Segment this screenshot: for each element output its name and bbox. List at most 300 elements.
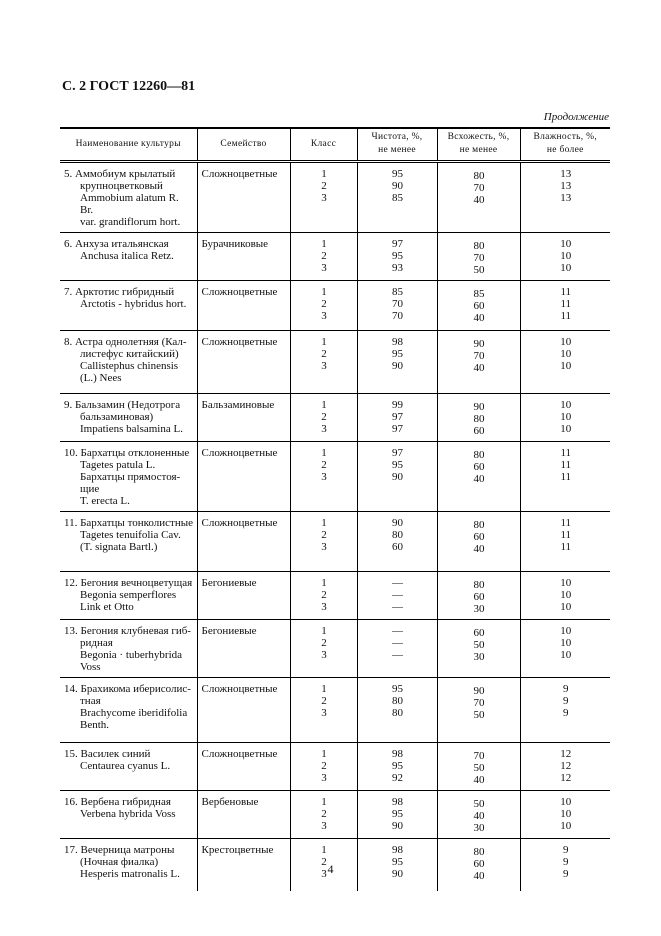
germination-cell xyxy=(437,571,520,619)
table-row xyxy=(60,511,610,571)
moisture-value: 10 xyxy=(560,335,572,348)
purity-value: 95 xyxy=(392,807,403,820)
class-cell xyxy=(290,619,357,677)
moisture-value: 10 xyxy=(560,347,572,360)
germination-cell xyxy=(437,619,520,677)
moisture-value: 10 xyxy=(560,807,572,820)
crop-name-line: Callistephus chinensis xyxy=(80,359,179,372)
purity-value: 95 xyxy=(392,167,403,180)
header-text: не более xyxy=(546,145,584,156)
purity-value: — xyxy=(392,648,403,661)
crop-name-line: 5. Аммобиум крылатый xyxy=(64,167,176,180)
class-value: 1 xyxy=(321,682,327,695)
purity-value: 70 xyxy=(392,309,403,322)
crop-name-cell xyxy=(60,441,197,511)
moisture-value: 11 xyxy=(560,516,572,529)
table-body xyxy=(60,161,610,891)
purity-value: 98 xyxy=(392,795,403,808)
crop-name-line: Begonia semperflores xyxy=(80,588,177,601)
purity-value: 90 xyxy=(392,359,403,372)
purity-value: 98 xyxy=(392,335,403,348)
crop-name-line: крупноцветковый xyxy=(80,179,163,192)
germination-value: 60 xyxy=(473,857,485,870)
class-value: 2 xyxy=(321,528,327,541)
family-cell: Бегониевые xyxy=(197,571,290,619)
germination-value: 50 xyxy=(473,263,485,276)
family-cell: Сложноцветные xyxy=(197,330,290,393)
moisture-cell xyxy=(520,677,610,742)
purity-value: 80 xyxy=(392,694,403,707)
moisture-value: 10 xyxy=(560,398,572,411)
purity-value: 90 xyxy=(392,819,403,832)
purity-value: — xyxy=(392,576,403,589)
germination-value: 40 xyxy=(473,773,485,786)
crop-name-line: щие xyxy=(80,482,100,495)
table-row xyxy=(60,790,610,838)
germination-value: 80 xyxy=(473,239,485,252)
crop-name-cell xyxy=(60,619,197,677)
purity-value: 95 xyxy=(392,458,403,471)
germination-value: 90 xyxy=(473,400,485,413)
crop-name-cell xyxy=(60,511,197,571)
germination-value: 50 xyxy=(473,638,485,651)
table-row xyxy=(60,393,610,441)
germination-cell xyxy=(437,330,520,393)
purity-value: 99 xyxy=(392,398,403,411)
purity-value: 97 xyxy=(392,237,403,250)
purity-value: 95 xyxy=(392,855,403,868)
moisture-cell xyxy=(520,280,610,330)
germination-value: 60 xyxy=(473,424,485,437)
purity-value: 95 xyxy=(392,347,403,360)
crop-name-line: ридная xyxy=(80,636,113,649)
crop-name-line: Tagetes patula L. xyxy=(80,458,156,471)
purity-value: 98 xyxy=(392,747,403,760)
moisture-value: 9 xyxy=(563,682,569,695)
moisture-value: 9 xyxy=(563,706,569,719)
header-text: Всхожесть, %, xyxy=(447,132,510,143)
family-cell: Сложноцветные xyxy=(197,280,290,330)
family-cell: Сложноцветные xyxy=(197,677,290,742)
crop-name-line: Link et Otto xyxy=(80,600,134,613)
table-row xyxy=(60,619,610,677)
seed-quality-table xyxy=(60,127,610,891)
family-cell: Бурачниковые xyxy=(197,232,290,280)
moisture-value: 13 xyxy=(560,191,572,204)
germination-value: 30 xyxy=(473,821,485,834)
germination-cell xyxy=(437,441,520,511)
class-value: 2 xyxy=(321,855,327,868)
class-value: 2 xyxy=(321,297,327,310)
purity-cell xyxy=(357,677,437,742)
germination-value: 85 xyxy=(473,287,485,300)
germination-value: 90 xyxy=(473,337,485,350)
class-value: 1 xyxy=(321,398,327,411)
germination-value: 80 xyxy=(473,448,485,461)
germination-value: 60 xyxy=(473,590,485,603)
moisture-value: 11 xyxy=(560,446,572,459)
germination-value: 50 xyxy=(473,761,485,774)
crop-name-line: (L.) Nees xyxy=(80,371,122,384)
purity-value: 93 xyxy=(392,261,403,274)
class-value: 2 xyxy=(321,249,327,262)
moisture-value: 9 xyxy=(563,694,569,707)
purity-value: 97 xyxy=(392,422,403,435)
family-cell: Сложноцветные xyxy=(197,742,290,790)
crop-name-cell xyxy=(60,330,197,393)
crop-name-cell xyxy=(60,742,197,790)
purity-value: 95 xyxy=(392,682,403,695)
class-value: 2 xyxy=(321,694,327,707)
germination-value: 40 xyxy=(473,193,485,206)
header-text: Влажность, %, xyxy=(533,132,598,143)
germination-value: 80 xyxy=(473,518,485,531)
moisture-value: 12 xyxy=(560,747,572,760)
crop-name-cell xyxy=(60,232,197,280)
purity-value: 90 xyxy=(392,179,403,192)
germination-value: 60 xyxy=(473,299,485,312)
class-value: 1 xyxy=(321,285,327,298)
moisture-cell xyxy=(520,619,610,677)
class-value: 1 xyxy=(321,576,327,589)
moisture-value: 13 xyxy=(560,179,572,192)
germination-value: 50 xyxy=(473,797,485,810)
family-cell: Бегониевые xyxy=(197,619,290,677)
germination-value: 80 xyxy=(473,412,485,425)
crop-name-line: Benth. xyxy=(80,718,110,731)
crop-name-line: 12. Бегония вечноцветущая xyxy=(64,576,193,589)
germination-value: 70 xyxy=(473,696,485,709)
header-text: Чистота, %, xyxy=(371,132,423,143)
crop-name-line: T. erecta L. xyxy=(80,494,130,507)
germination-value: 60 xyxy=(473,626,485,639)
crop-name-line: 6. Анхуза итальянская xyxy=(64,237,169,250)
crop-name-line: 8. Астра однолетняя (Кал- xyxy=(64,335,187,348)
germination-cell xyxy=(437,790,520,838)
crop-name-line: Begonia · tuberhybrida xyxy=(80,648,183,661)
class-value: 1 xyxy=(321,843,327,856)
crop-name-line: Arctotis - hybridus hort. xyxy=(80,297,187,310)
class-value: 2 xyxy=(321,807,327,820)
class-value: 3 xyxy=(321,867,327,880)
purity-value: 95 xyxy=(392,249,403,262)
moisture-value: 12 xyxy=(560,759,572,772)
moisture-cell xyxy=(520,161,610,232)
crop-name-line: Tagetes tenuifolia Cav. xyxy=(80,528,181,541)
class-value: 3 xyxy=(321,470,327,483)
family-cell: Сложноцветные xyxy=(197,441,290,511)
moisture-cell xyxy=(520,742,610,790)
class-value: 1 xyxy=(321,237,327,250)
purity-value: 60 xyxy=(392,540,403,553)
crop-name-cell xyxy=(60,790,197,838)
document-title: С. 2 ГОСТ 12260—81 xyxy=(62,79,196,94)
moisture-cell xyxy=(520,330,610,393)
germination-value: 50 xyxy=(473,708,485,721)
purity-cell xyxy=(357,571,437,619)
class-value: 3 xyxy=(321,191,327,204)
class-value: 1 xyxy=(321,446,327,459)
purity-cell xyxy=(357,161,437,232)
germination-value: 40 xyxy=(473,809,485,822)
table-row xyxy=(60,280,610,330)
table-row xyxy=(60,441,610,511)
moisture-value: 10 xyxy=(560,237,572,250)
germination-value: 40 xyxy=(473,869,485,882)
crop-name-line: Centaurea cyanus L. xyxy=(80,759,171,772)
header-text: Семейство xyxy=(220,138,267,149)
table-row xyxy=(60,742,610,790)
crop-name-cell xyxy=(60,280,197,330)
crop-name-line: var. grandiflorum hort. xyxy=(80,215,181,228)
crop-name-line: 7. Арктотис гибридный xyxy=(64,285,175,298)
moisture-value: 11 xyxy=(560,470,572,483)
purity-cell xyxy=(357,441,437,511)
moisture-value: 10 xyxy=(560,819,572,832)
moisture-value: 13 xyxy=(560,167,572,180)
crop-name-line: Voss xyxy=(80,660,101,673)
moisture-value: 11 xyxy=(560,458,572,471)
purity-cell xyxy=(357,619,437,677)
purity-value: 95 xyxy=(392,759,403,772)
germination-cell xyxy=(437,742,520,790)
family-cell: Крестоцветные xyxy=(197,838,290,891)
class-cell xyxy=(290,511,357,571)
class-cell xyxy=(290,232,357,280)
moisture-value: 10 xyxy=(560,588,572,601)
family-cell: Сложноцветные xyxy=(197,161,290,232)
class-value: 3 xyxy=(321,359,327,372)
class-cell xyxy=(290,677,357,742)
class-value: 2 xyxy=(321,410,327,423)
table-row xyxy=(60,161,610,232)
class-value: 1 xyxy=(321,335,327,348)
class-value: 2 xyxy=(321,179,327,192)
germination-value: 30 xyxy=(473,650,485,663)
crop-name-line: листефус китайский) xyxy=(80,347,179,360)
crop-name-line: 9. Бальзамин (Недотрога xyxy=(64,398,181,411)
class-value: 3 xyxy=(321,261,327,274)
class-value: 3 xyxy=(321,819,327,832)
table-row xyxy=(60,232,610,280)
header-family xyxy=(197,128,290,161)
purity-value: 80 xyxy=(392,706,403,719)
class-value: 2 xyxy=(321,588,327,601)
class-value: 3 xyxy=(321,706,327,719)
moisture-value: 11 xyxy=(560,309,572,322)
purity-cell xyxy=(357,232,437,280)
crop-name-line: Verbena hybrida Voss xyxy=(80,807,176,820)
moisture-value: 9 xyxy=(563,855,569,868)
crop-name-line: Impatiens balsamina L. xyxy=(80,422,183,435)
moisture-value: 10 xyxy=(560,249,572,262)
germination-cell xyxy=(437,677,520,742)
crop-name-line: 10. Бархатцы отклоненные xyxy=(64,446,190,459)
moisture-value: 10 xyxy=(560,261,572,274)
header-class xyxy=(290,128,357,161)
header-text: Класс xyxy=(310,138,337,149)
crop-name-cell xyxy=(60,161,197,232)
moisture-cell xyxy=(520,441,610,511)
purity-value: 97 xyxy=(392,410,403,423)
purity-value: — xyxy=(392,636,403,649)
class-value: 1 xyxy=(321,516,327,529)
moisture-cell xyxy=(520,571,610,619)
moisture-value: 10 xyxy=(560,600,572,613)
class-value: 3 xyxy=(321,771,327,784)
crop-name-line: (Ночная фиалка) xyxy=(80,855,159,868)
header-germination xyxy=(437,128,520,161)
class-cell xyxy=(290,280,357,330)
purity-value: 92 xyxy=(392,771,403,784)
germination-cell xyxy=(437,232,520,280)
crop-name-line: Ammobium alatum R. Br. xyxy=(80,191,179,216)
crop-name-line: Anchusa italica Retz. xyxy=(80,249,174,262)
class-cell xyxy=(290,393,357,441)
class-cell xyxy=(290,161,357,232)
purity-cell xyxy=(357,330,437,393)
purity-value: — xyxy=(392,600,403,613)
moisture-value: 10 xyxy=(560,795,572,808)
crop-name-line: Бархатцы прямостоя- xyxy=(80,470,181,483)
class-value: 3 xyxy=(321,422,327,435)
crop-name-cell xyxy=(60,677,197,742)
germination-value: 70 xyxy=(473,349,485,362)
header-text: не менее xyxy=(378,145,416,156)
moisture-value: 10 xyxy=(560,624,572,637)
germination-value: 60 xyxy=(473,530,485,543)
header-text: не менее xyxy=(459,145,498,156)
page-number: 4 xyxy=(327,862,334,876)
germination-value: 60 xyxy=(473,460,485,473)
class-value: 3 xyxy=(321,600,327,613)
crop-name-line: 11. Бархатцы тонколистные xyxy=(64,516,193,529)
purity-value: — xyxy=(392,588,403,601)
germination-cell xyxy=(437,511,520,571)
moisture-value: 10 xyxy=(560,422,572,435)
moisture-cell xyxy=(520,790,610,838)
germination-cell xyxy=(437,280,520,330)
class-cell xyxy=(290,742,357,790)
moisture-value: 11 xyxy=(560,285,572,298)
crop-name-line: Brachycome iberidifolia xyxy=(80,706,188,719)
moisture-cell xyxy=(520,393,610,441)
class-cell xyxy=(290,790,357,838)
moisture-value: 10 xyxy=(560,576,572,589)
class-value: 2 xyxy=(321,636,327,649)
purity-value: 85 xyxy=(392,191,403,204)
crop-name-line: 13. Бегония клубневая гиб- xyxy=(64,624,191,637)
germination-value: 40 xyxy=(473,311,485,324)
class-value: 3 xyxy=(321,648,327,661)
germination-value: 40 xyxy=(473,361,485,374)
header-purity xyxy=(357,128,437,161)
class-cell xyxy=(290,441,357,511)
purity-value: — xyxy=(392,624,403,637)
germination-value: 80 xyxy=(473,845,485,858)
purity-cell xyxy=(357,393,437,441)
crop-name-cell xyxy=(60,571,197,619)
purity-value: 80 xyxy=(392,528,403,541)
class-cell xyxy=(290,330,357,393)
purity-value: 97 xyxy=(392,446,403,459)
class-value: 1 xyxy=(321,624,327,637)
germination-value: 70 xyxy=(473,749,485,762)
moisture-value: 10 xyxy=(560,648,572,661)
class-value: 2 xyxy=(321,347,327,360)
germination-value: 40 xyxy=(473,472,485,485)
germination-value: 70 xyxy=(473,251,485,264)
crop-name-line: 14. Брахикома иберисолис- xyxy=(64,682,191,695)
crop-name-line: (T. signata Bartl.) xyxy=(80,540,158,553)
germination-value: 40 xyxy=(473,542,485,555)
moisture-value: 11 xyxy=(560,297,572,310)
moisture-cell xyxy=(520,232,610,280)
table-header-row xyxy=(60,128,610,161)
class-value: 2 xyxy=(321,458,327,471)
moisture-cell xyxy=(520,511,610,571)
germination-value: 30 xyxy=(473,602,485,615)
purity-value: 85 xyxy=(392,285,403,298)
moisture-value: 10 xyxy=(560,636,572,649)
purity-value: 90 xyxy=(392,470,403,483)
crop-name-line: бальзаминовая) xyxy=(80,410,154,423)
class-cell xyxy=(290,571,357,619)
header-crop-name xyxy=(60,128,197,161)
class-value: 1 xyxy=(321,747,327,760)
purity-value: 90 xyxy=(392,867,403,880)
table-row xyxy=(60,571,610,619)
germination-value: 90 xyxy=(473,684,485,697)
purity-value: 98 xyxy=(392,843,403,856)
germination-value: 80 xyxy=(473,578,485,591)
purity-cell xyxy=(357,511,437,571)
header-moisture xyxy=(520,128,610,161)
continued-label: Продолжение xyxy=(543,111,609,123)
moisture-value: 11 xyxy=(560,528,572,541)
moisture-value: 10 xyxy=(560,359,572,372)
moisture-value: 9 xyxy=(563,843,569,856)
germination-value: 80 xyxy=(473,169,485,182)
table-row xyxy=(60,677,610,742)
moisture-value: 12 xyxy=(560,771,572,784)
germination-cell xyxy=(437,393,520,441)
purity-value: 70 xyxy=(392,297,403,310)
class-value: 3 xyxy=(321,540,327,553)
table-row xyxy=(60,330,610,393)
moisture-value: 11 xyxy=(560,540,572,553)
header-text: Наименование культуры xyxy=(75,138,181,149)
crop-name-line: тная xyxy=(80,694,101,707)
crop-name-line: 16. Вербена гибридная xyxy=(64,795,171,808)
moisture-value: 10 xyxy=(560,410,572,423)
purity-cell xyxy=(357,280,437,330)
family-cell: Сложноцветные xyxy=(197,511,290,571)
germination-value: 70 xyxy=(473,181,485,194)
moisture-value: 9 xyxy=(563,867,569,880)
class-value: 3 xyxy=(321,309,327,322)
purity-cell xyxy=(357,790,437,838)
class-value: 1 xyxy=(321,795,327,808)
family-cell: Вербеновые xyxy=(197,790,290,838)
crop-name-cell xyxy=(60,393,197,441)
crop-name-line: Hesperis matronalis L. xyxy=(80,867,180,880)
purity-cell xyxy=(357,742,437,790)
purity-value: 90 xyxy=(392,516,403,529)
class-value: 1 xyxy=(321,167,327,180)
class-value: 2 xyxy=(321,759,327,772)
germination-cell xyxy=(437,161,520,232)
